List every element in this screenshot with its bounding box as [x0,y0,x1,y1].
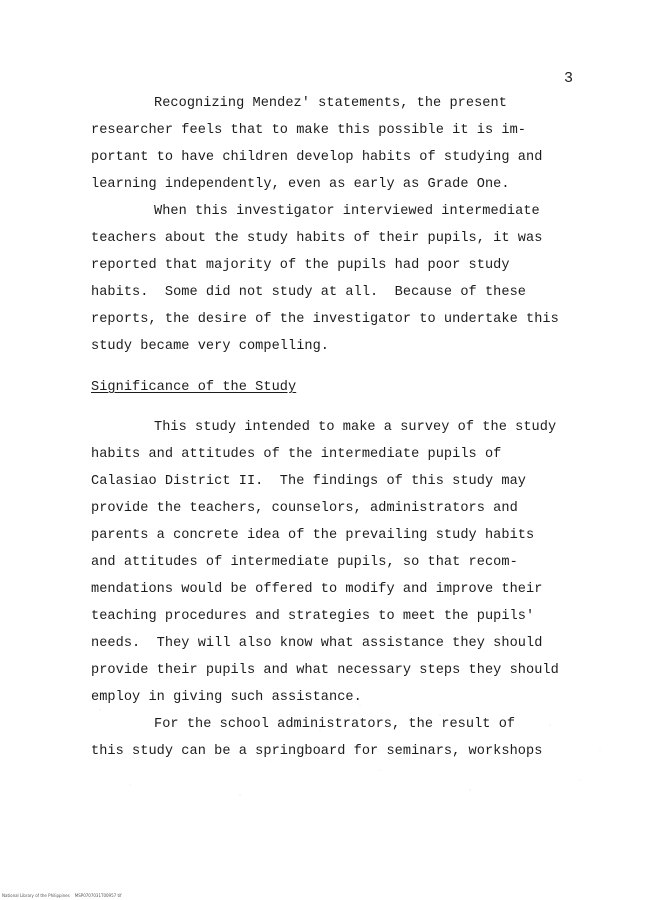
paragraph-line: habits and attitudes of the intermediate pupils of [91,447,502,462]
paragraph-line: teaching procedures and strategies to meet the pupils' [91,609,535,624]
paragraph-line: Recognizing Mendez' statements, the present [154,96,507,111]
paragraph-line: habits. Some did not study at all. Because of these [91,285,527,300]
paragraph-line: For the school administrators, the result of [154,717,516,732]
paragraph-line: this study can be a springboard for seminars, workshops [91,744,543,759]
page-number: 3 [564,70,574,87]
paragraph-line: needs. They will also know what assistance they should [91,636,543,651]
paragraph-line: mendations would be offered to modify and improve their [91,582,543,597]
paragraph-line: When this investigator interviewed intermediate [154,204,540,219]
scan-noise [60,690,620,810]
paragraph-line: researcher feels that to make this possible it is im- [91,123,527,138]
paragraph-line: provide the teachers, counselors, administrators and [91,501,518,516]
paragraph-line: reported that majority of the pupils had poor study [91,258,510,273]
paragraph-line: study became very compelling. [91,339,330,354]
paragraph-line: portant to have children develop habits of studying and [91,150,543,165]
paragraph-line: This study intended to make a survey of the study [154,420,557,435]
paragraph-line: and attitudes of intermediate pupils, so that recom- [91,555,518,570]
section-heading: Significance of the Study [91,380,297,395]
paragraph-line: Calasiao District II. The findings of this study may [91,474,527,489]
paragraph-line: provide their pupils and what necessary steps they should [91,663,559,678]
paragraph-line: learning independently, even as early as Grade One. [91,177,510,192]
paragraph-line: teachers about the study habits of their pupils, it was [91,231,543,246]
paragraph-line: employ in giving such assistance. [91,690,362,705]
paragraph-line: reports, the desire of the investigator to undertake this [91,312,559,327]
scan-footer: National Library of the Philippines MSP0707031T00957 tif [2,893,122,898]
paragraph-line: parents a concrete idea of the prevailing study habits [91,528,535,543]
